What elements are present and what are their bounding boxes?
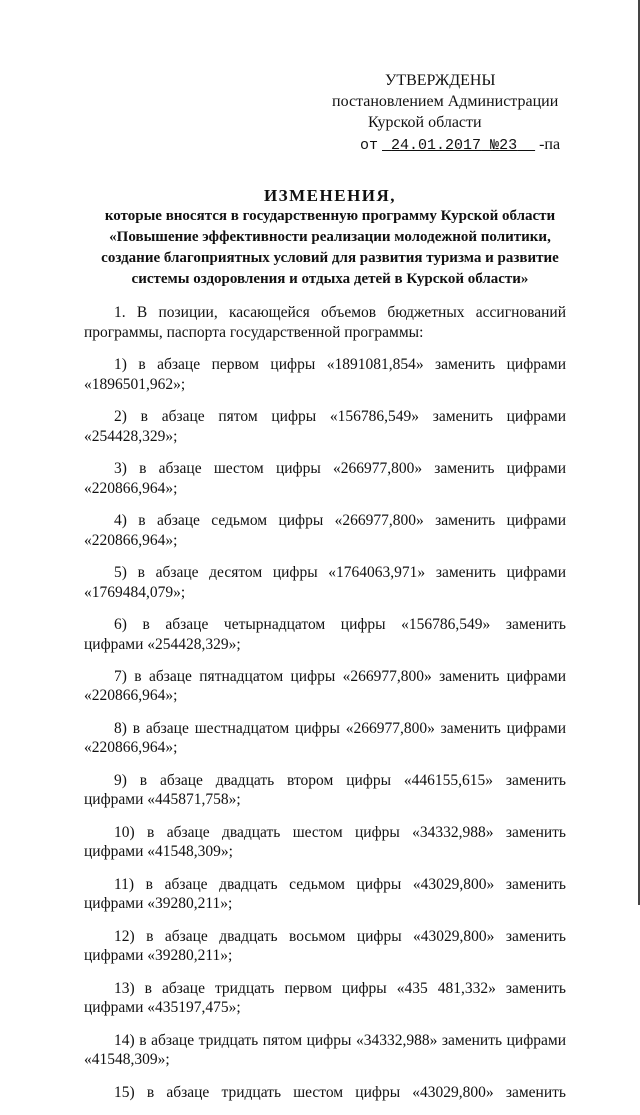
item-line: 9) в абзаце двадцать втором цифры «446155,615» заменить bbox=[114, 771, 566, 789]
approval-date: 24.01.2017 bbox=[391, 137, 482, 154]
item-line: 2) в абзаце пятом цифры «156786,549» заменить цифрами bbox=[114, 407, 566, 425]
item-line: 11) в абзаце двадцать седьмом цифры «43029,800» заменить bbox=[114, 875, 566, 893]
list-item bbox=[84, 979, 566, 1018]
item-line: 1. В позиции, касающейся объемов бюджетных ассигнований bbox=[114, 304, 566, 321]
item-line: 10) в абзаце двадцать шестом цифры «34332,988» заменить bbox=[114, 823, 566, 841]
item-line: цифрами «445871,758»; bbox=[84, 791, 241, 809]
list-item bbox=[84, 927, 566, 966]
item-line: программы, паспорта государственной программы: bbox=[84, 323, 424, 341]
item-line: 14) в абзаце тридцать пятом цифры «34332,988» заменить цифрами bbox=[114, 1031, 566, 1049]
item-line: 15) в абзаце тридцать шестом цифры «43029,800» заменить bbox=[114, 1083, 566, 1101]
item-line: «1896501,962»; bbox=[84, 375, 186, 393]
list-item bbox=[84, 459, 566, 498]
document-heading: ИЗМЕНЕНИЯ, bbox=[263, 186, 397, 205]
item-line: цифрами «39280,211»; bbox=[84, 947, 233, 965]
item-line: «220866,964»; bbox=[84, 687, 178, 705]
list-item bbox=[84, 823, 566, 862]
item-line: цифрами «435197,475»; bbox=[84, 999, 241, 1017]
list-item bbox=[84, 407, 566, 446]
subheading-line: системы оздоровления и отдыха детей в Курской области» bbox=[131, 271, 529, 287]
item-line: 8) в абзаце шестнадцатом цифры «266977,800» заменить цифрами bbox=[114, 719, 566, 737]
list-item bbox=[84, 771, 566, 810]
item-line: «41548,309»; bbox=[84, 1051, 170, 1069]
subheading-line: которые вносятся в государственную программу Курской области bbox=[104, 208, 556, 224]
list-item bbox=[84, 615, 566, 654]
item-line: «1769484,079»; bbox=[84, 583, 186, 601]
item-line: «220866,964»; bbox=[84, 479, 178, 497]
document-subheading bbox=[70, 206, 590, 290]
list-item bbox=[84, 1083, 566, 1103]
item-line: цифрами «254428,329»; bbox=[84, 635, 241, 653]
subheading-line: создание благоприятных условий для развития туризма и развитие bbox=[101, 250, 559, 266]
item-line: 5) в абзаце десятом цифры «1764063,971» заменить цифрами bbox=[114, 563, 566, 581]
list-item bbox=[84, 1031, 566, 1070]
list-item bbox=[84, 511, 566, 550]
item-line: цифрами «39280,211»; bbox=[84, 895, 233, 913]
item-line: 1) в абзаце первом цифры «1891081,854» заменить цифрами bbox=[114, 355, 566, 373]
item-line: 3) в абзаце шестом цифры «266977,800» заменить цифрами bbox=[114, 459, 566, 477]
item-line: 7) в абзаце пятнадцатом цифры «266977,800» заменить цифрами bbox=[114, 667, 566, 685]
approval-number: №23 bbox=[490, 137, 518, 154]
approval-title: УТВЕРЖДЕНЫ bbox=[385, 72, 496, 89]
approval-suffix: -па bbox=[539, 136, 561, 153]
item-line: 12) в абзаце двадцать восьмом цифры «43029,800» заменить bbox=[114, 927, 566, 945]
list-item bbox=[84, 875, 566, 914]
item-line: 4) в абзаце седьмом цифры «266977,800» заменить цифрами bbox=[114, 511, 566, 529]
list-item bbox=[84, 355, 566, 394]
list-item bbox=[84, 719, 566, 758]
subheading-line: «Повышение эффективности реализации молодежной политики, bbox=[109, 229, 551, 245]
approval-issuer: постановлением Администрации bbox=[332, 93, 559, 110]
approval-from-label: от bbox=[360, 137, 379, 154]
list-item bbox=[84, 563, 566, 602]
item-line: цифрами «41548,309»; bbox=[84, 843, 233, 861]
item-line: «220866,964»; bbox=[84, 531, 178, 549]
item-line: «220866,964»; bbox=[84, 739, 178, 757]
approval-region: Курской области bbox=[368, 114, 482, 131]
list-item bbox=[84, 667, 566, 706]
item-line: «254428,329»; bbox=[84, 427, 178, 445]
item-line: 13) в абзаце тридцать первом цифры «435 481,332» заменить bbox=[114, 979, 566, 997]
list-item bbox=[84, 303, 566, 342]
document-body bbox=[84, 303, 566, 1115]
item-line: 6) в абзаце четырнадцатом цифры «156786,549» заменить bbox=[114, 615, 566, 633]
approval-date-line bbox=[360, 134, 560, 156]
